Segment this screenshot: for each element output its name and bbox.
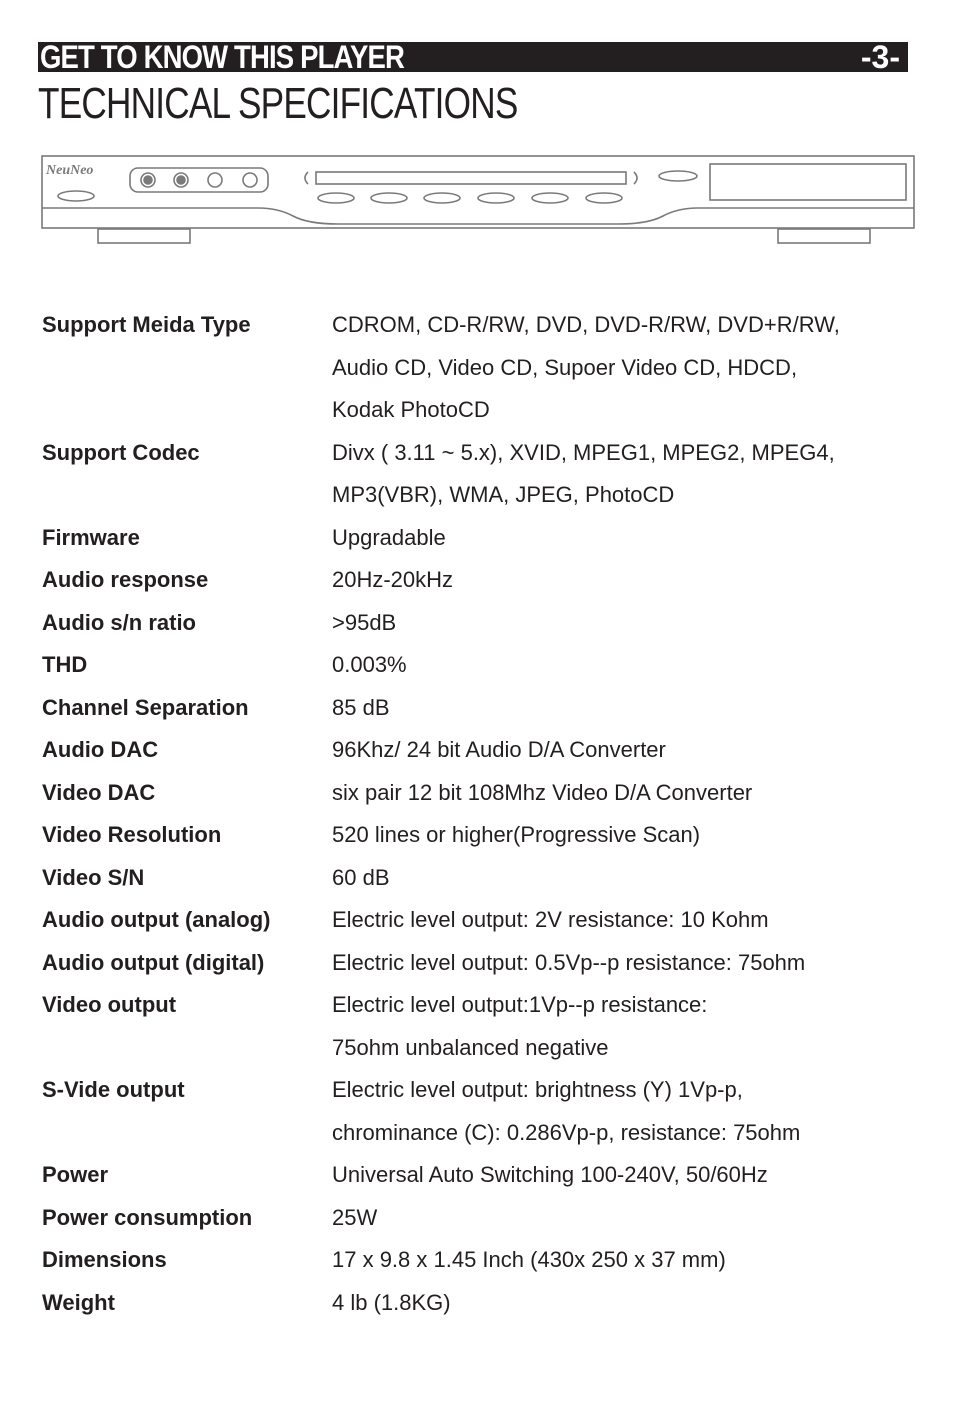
spec-label: Audio s/n ratio (42, 609, 196, 635)
spec-value (332, 984, 922, 1069)
spec-value (332, 729, 922, 772)
spec-label: Video Resolution (42, 822, 222, 847)
page-title: TECHNICAL SPECIFICATIONS (38, 79, 518, 128)
spec-value-line: Electric level output: 2V resistance: 10 Kohm (332, 907, 769, 932)
page-number: -3- (860, 39, 900, 75)
spec-label: Audio DAC (42, 737, 159, 762)
spec-value-line: Upgradable (332, 524, 446, 550)
spec-value-line: Universal Auto Switching 100-240V, 50/60Hz (332, 1162, 768, 1187)
spec-label: Channel Separation (42, 694, 249, 720)
spec-value (332, 942, 922, 985)
spec-value-line: 0.003% (332, 652, 407, 677)
spec-label: Audio output (analog) (42, 907, 271, 932)
spec-row (42, 559, 922, 602)
spec-value-line: chrominance (C): 0.286Vp-p, resistance: 75ohm (332, 1119, 801, 1145)
spec-value (332, 517, 922, 560)
section-header-bar (38, 39, 908, 75)
spec-value-line: 96Khz/ 24 bit Audio D/A Converter (332, 737, 666, 762)
spec-row (42, 1154, 922, 1197)
spec-value (332, 687, 922, 730)
spec-row (42, 1197, 922, 1240)
spec-value (332, 602, 922, 645)
spec-label: Audio response (42, 567, 209, 592)
spec-value (332, 304, 922, 432)
spec-value-line: Audio CD, Video CD, Supoer Video CD, HDCD, (332, 354, 798, 380)
spec-row (42, 814, 922, 857)
spec-value-line: 75ohm unbalanced negative (332, 1034, 609, 1060)
brand-logo: NeuNeo (46, 163, 94, 178)
spec-value (332, 814, 922, 857)
spec-value (332, 559, 922, 602)
control-button-dot (177, 176, 185, 184)
spec-value (332, 899, 922, 942)
spec-row (42, 942, 922, 985)
spec-value-line: Kodak PhotoCD (332, 397, 490, 422)
spec-value-line: 17 x 9.8 x 1.45 Inch (430x 250 x 37 mm) (332, 1247, 726, 1272)
control-button-dot (144, 176, 152, 184)
spec-row (42, 602, 922, 645)
spec-label: Video DAC (42, 779, 156, 805)
foot-right (778, 229, 870, 243)
spec-label: S-Vide output (42, 1077, 185, 1102)
spec-value (332, 772, 922, 815)
spec-row (42, 857, 922, 900)
spec-value (332, 644, 922, 687)
spec-value (332, 1239, 922, 1282)
section-title: GET TO KNOW THIS PLAYER (40, 39, 405, 75)
spec-label: Video output (42, 992, 177, 1017)
spec-row (42, 644, 922, 687)
spec-row (42, 772, 922, 815)
spec-label: THD (42, 652, 88, 677)
spec-value-line: Electric level output:1Vp--p resistance: (332, 992, 708, 1017)
spec-value-line: >95dB (332, 609, 397, 635)
spec-value-line: Divx ( 3.11 ~ 5.x), XVID, MPEG1, MPEG2, MPEG4, (332, 439, 835, 465)
spec-row (42, 1282, 922, 1325)
spec-value-line: six pair 12 bit 108Mhz Video D/A Converter (332, 779, 753, 805)
spec-row (42, 687, 922, 730)
spec-label: Video S/N (42, 864, 145, 890)
spec-value (332, 1069, 922, 1154)
spec-value-line: 60 dB (332, 864, 390, 890)
spec-value-line: MP3(VBR), WMA, JPEG, PhotoCD (332, 482, 675, 507)
spec-value (332, 1197, 922, 1240)
spec-value-line: 4 lb (1.8KG) (332, 1289, 451, 1315)
spec-value-line: 20Hz-20kHz (332, 567, 454, 592)
spec-label: Audio output (digital) (42, 949, 265, 975)
spec-value-line: Electric level output: 0.5Vp--p resistance: 75ohm (332, 949, 806, 975)
spec-value-line: 85 dB (332, 694, 390, 720)
spec-value (332, 432, 922, 517)
spec-label: Support Meida Type (42, 312, 251, 337)
spec-label: Power consumption (42, 1204, 253, 1230)
spec-row (42, 432, 922, 517)
spec-value-line: CDROM, CD-R/RW, DVD, DVD-R/RW, DVD+R/RW, (332, 312, 840, 337)
spec-row (42, 984, 922, 1069)
spec-label: Firmware (42, 524, 140, 550)
spec-label: Support Codec (42, 439, 200, 465)
spec-label: Dimensions (42, 1247, 167, 1272)
spec-row (42, 1239, 922, 1282)
spec-row (42, 899, 922, 942)
foot-left (98, 229, 190, 243)
spec-label: Weight (42, 1289, 115, 1315)
spec-row (42, 1069, 922, 1154)
spec-value-line: 25W (332, 1204, 378, 1230)
spec-value (332, 857, 922, 900)
spec-row (42, 729, 922, 772)
spec-label: Power (42, 1162, 109, 1187)
spec-row (42, 304, 922, 432)
dvd-player-illustration (38, 152, 918, 252)
specifications-table (42, 304, 922, 1324)
spec-value (332, 1282, 922, 1325)
spec-value (332, 1154, 922, 1197)
spec-value-line: 520 lines or higher(Progressive Scan) (332, 822, 701, 847)
spec-row (42, 517, 922, 560)
spec-value-line: Electric level output: brightness (Y) 1Vp-p, (332, 1077, 743, 1102)
